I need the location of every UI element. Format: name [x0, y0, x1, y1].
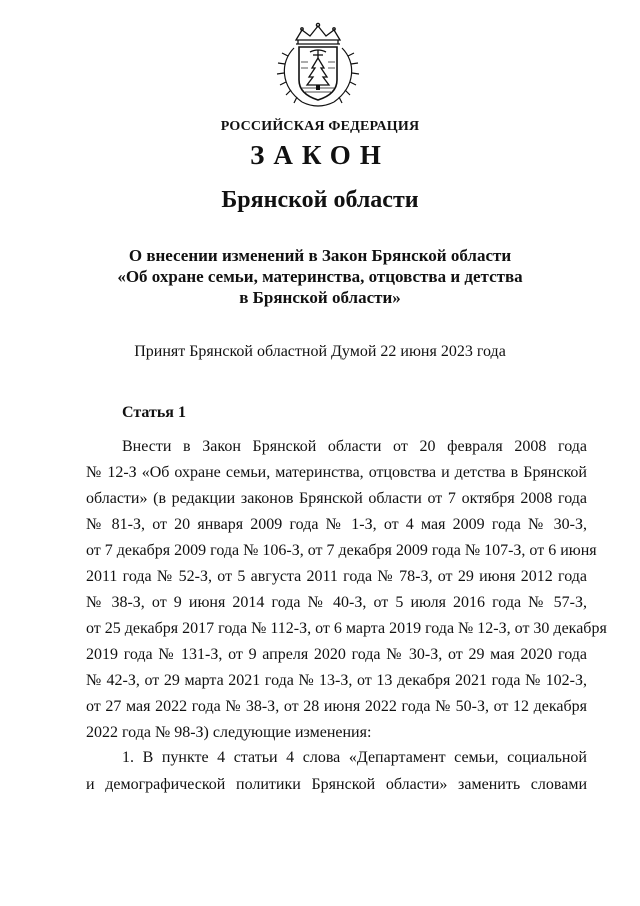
article-heading: Статья 1 — [122, 404, 186, 421]
law-title — [0, 245, 640, 308]
paragraph-line: области» (в редакции законов Брянской области от 7 октября 2008 года — [86, 490, 587, 507]
law-title-line: «Об охране семьи, материнства, отцовства и детства — [117, 267, 523, 286]
law-title-line: О внесении изменений в Закон Брянской области — [128, 246, 512, 265]
paragraph-line: от 27 мая 2022 года № 38-З, от 28 июня 2022 года № 50-З, от 12 декабря — [86, 698, 587, 715]
paragraph-line: № 81-З, от 20 января 2009 года № 1-З, от 4 мая 2009 года № 30-З, — [86, 516, 587, 533]
coat-of-arms-emblem — [272, 22, 364, 110]
region-name: Брянской области — [221, 187, 419, 213]
item-line: и демографической политики Брянской области» заменить словами — [86, 776, 587, 793]
document-type: ЗАКОН — [250, 140, 390, 170]
adoption-note: Принят Брянской областной Думой 22 июня 2023 года — [134, 343, 506, 360]
paragraph-line: № 42-З, от 29 марта 2021 года № 13-З, от 13 декабря 2021 года № 102-З, — [86, 672, 587, 689]
article-item-1 — [86, 744, 587, 798]
item-line: 1. В пункте 4 статьи 4 слова «Департамент семьи, социальной — [122, 749, 587, 766]
paragraph-line: Внести в Закон Брянской области от 20 февраля 2008 года — [122, 438, 587, 455]
paragraph-line: № 12-З «Об охране семьи, материнства, отцовства и детства в Брянской — [86, 464, 587, 481]
paragraph-line: 2022 года № 98-З) следующие изменения: — [86, 724, 372, 741]
paragraph-line: от 7 декабря 2009 года № 106-З, от 7 декабря 2009 года № 107-З, от 6 июня — [86, 542, 597, 559]
paragraph-line: № 38-З, от 9 июня 2014 года № 40-З, от 5 июля 2016 года № 57-З, — [86, 594, 587, 611]
federation-header: РОССИЙСКАЯ ФЕДЕРАЦИЯ — [220, 119, 420, 134]
article-paragraph — [86, 434, 607, 746]
paragraph-line: 2019 года № 131-З, от 9 апреля 2020 года № 30-З, от 29 мая 2020 года — [86, 646, 587, 663]
paragraph-line: 2011 года № 52-З, от 5 августа 2011 года № 78-З, от 29 июня 2012 года — [86, 568, 587, 585]
law-title-line: в Брянской области» — [239, 288, 401, 307]
paragraph-line: от 25 декабря 2017 года № 112-З, от 6 марта 2019 года № 12-З, от 30 декабря — [86, 620, 607, 637]
